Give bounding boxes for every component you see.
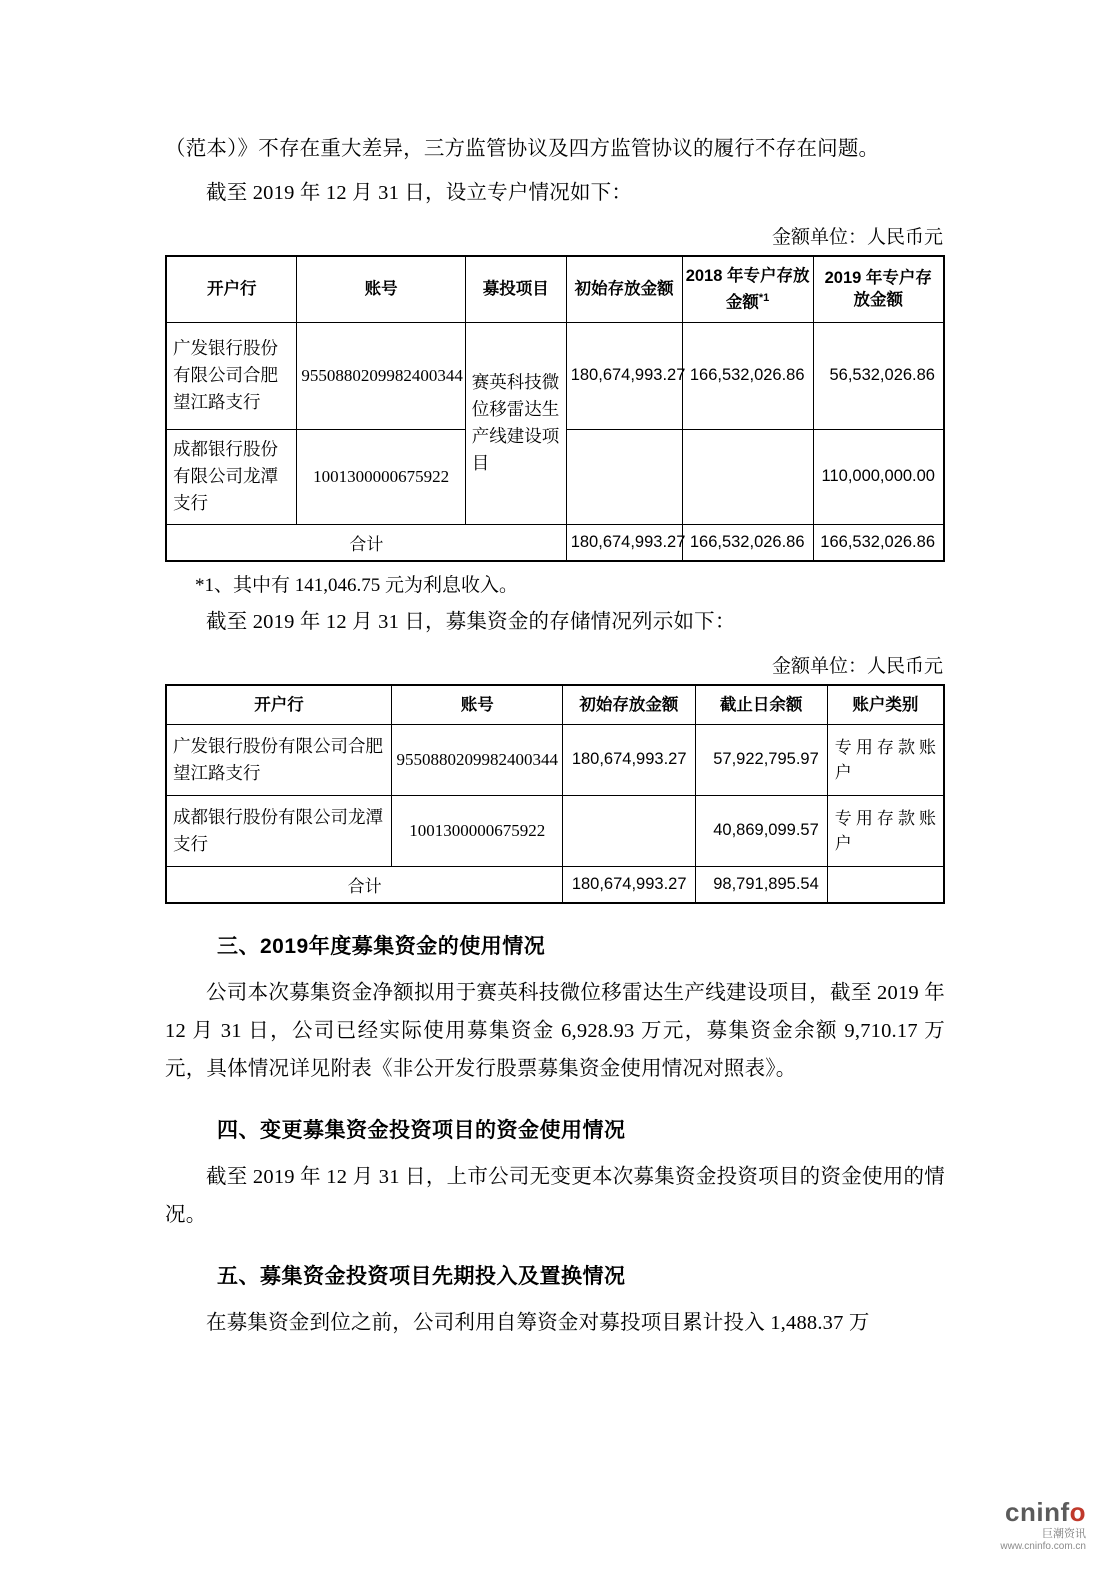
col-header-2018-amount bbox=[682, 256, 813, 322]
paragraph-no-change: 截至 2019 年 12 月 31 日，上市公司无变更本次募集资金投资项目的资金使用的情况。 bbox=[165, 1165, 945, 1226]
table1-footnote: *1、其中有 141,046.75 元为利息收入。 bbox=[195, 574, 519, 596]
cell-2018-amount bbox=[682, 429, 813, 524]
cninfo-watermark bbox=[1000, 1498, 1086, 1552]
cell-initial-amount: 180,674,993.27 bbox=[563, 724, 695, 795]
col-header-project: 募投项目 bbox=[465, 256, 566, 322]
unit-label-2: 金额单位：人民币元 bbox=[771, 655, 943, 677]
col-header-bank: 开户行 bbox=[166, 256, 297, 322]
paragraph-intro-accounts: 截至 2019 年 12 月 31 日，设立专户情况如下： bbox=[206, 182, 633, 204]
paragraph-top: （范本）》不存在重大差异，三方监管协议及四方监管协议的履行不存在问题。 bbox=[165, 138, 880, 160]
cell-initial-amount: 180,674,993.27 bbox=[566, 322, 682, 429]
unit-label-1: 金额单位：人民币元 bbox=[771, 227, 943, 248]
col-header-initial-amount: 初始存放金额 bbox=[566, 256, 682, 322]
col-header-initial-amount: 初始存放金额 bbox=[563, 685, 695, 725]
col-header-account: 账号 bbox=[297, 256, 465, 322]
col-header-account: 账号 bbox=[392, 685, 563, 725]
cell-bank: 成都银行股份有限公司龙潭支行 bbox=[166, 429, 297, 524]
section-heading-3: 三、2019年度募集资金的使用情况 bbox=[217, 934, 546, 958]
cell-account-type: 专用存款账户 bbox=[827, 724, 944, 795]
col-header-closing-balance: 截止日余额 bbox=[695, 685, 827, 725]
cninfo-brand-prefix: cninf bbox=[1005, 1496, 1070, 1527]
col-header-2019-amount: 2019 年专户存放金额 bbox=[813, 256, 944, 322]
cell-total-initial: 180,674,993.27 bbox=[566, 524, 682, 561]
cninfo-brand bbox=[1000, 1498, 1086, 1528]
cell-total-type bbox=[827, 866, 944, 903]
col-header-bank: 开户行 bbox=[166, 685, 392, 725]
section-heading-5: 五、募集资金投资项目先期投入及置换情况 bbox=[217, 1264, 626, 1288]
col-header-account-type: 账户类别 bbox=[827, 685, 944, 725]
footnote-marker: *1 bbox=[758, 292, 770, 304]
cell-total-2019: 166,532,026.86 bbox=[813, 524, 944, 561]
cell-total-2018: 166,532,026.86 bbox=[682, 524, 813, 561]
cell-2019-amount: 110,000,000.00 bbox=[813, 429, 944, 524]
section-heading-4: 四、变更募集资金投资项目的资金使用情况 bbox=[217, 1118, 626, 1142]
cell-project: 赛英科技微位移雷达生产线建设项目 bbox=[465, 322, 566, 524]
cell-bank: 成都银行股份有限公司龙潭支行 bbox=[166, 795, 392, 866]
cell-account: 1001300000675922 bbox=[392, 795, 563, 866]
cell-total-balance: 98,791,895.54 bbox=[695, 866, 827, 903]
special-accounts-table bbox=[165, 255, 945, 562]
table-row bbox=[166, 795, 944, 866]
cell-bank: 广发银行股份有限公司合肥望江路支行 bbox=[166, 322, 297, 429]
table-header-row bbox=[166, 685, 944, 725]
cell-2018-amount: 166,532,026.86 bbox=[682, 322, 813, 429]
table-row bbox=[166, 322, 944, 429]
paragraph-fund-usage: 公司本次募集资金净额拟用于赛英科技微位移雷达生产线建设项目，截至 2019 年 12 月 31 日，公司已经实际使用募集资金 6,928.93 万元，募集资金余额 9,710.17 万元，具体情况详见附表《非公开发行股票募集资金使用情况对照表》。 bbox=[165, 981, 945, 1080]
table-header-row bbox=[166, 256, 944, 322]
col-header-2018-text: 2018 年专户存放金额 bbox=[685, 267, 810, 312]
cell-total-initial: 180,674,993.27 bbox=[563, 866, 695, 903]
fund-storage-table bbox=[165, 684, 945, 904]
cninfo-url: www.cninfo.com.cn bbox=[1000, 1540, 1086, 1552]
cell-bank: 广发银行股份有限公司合肥望江路支行 bbox=[166, 724, 392, 795]
cell-total-label: 合计 bbox=[166, 524, 566, 561]
paragraph-pre-investment: 在募集资金到位之前，公司利用自筹资金对募投项目累计投入 1,488.37 万 bbox=[206, 1311, 870, 1334]
paragraph-intro-storage: 截至 2019 年 12 月 31 日，募集资金的存储情况列示如下： bbox=[206, 610, 736, 633]
cell-initial-amount bbox=[563, 795, 695, 866]
cninfo-subtitle: 巨潮资讯 bbox=[1042, 1527, 1086, 1540]
cell-total-label: 合计 bbox=[166, 866, 563, 903]
cninfo-brand-accent: o bbox=[1069, 1496, 1086, 1527]
cell-account: 9550880209982400344 bbox=[297, 322, 465, 429]
table-total-row bbox=[166, 524, 944, 561]
cell-account: 1001300000675922 bbox=[297, 429, 465, 524]
cell-closing-balance: 40,869,099.57 bbox=[695, 795, 827, 866]
table-row bbox=[166, 724, 944, 795]
cell-closing-balance: 57,922,795.97 bbox=[695, 724, 827, 795]
cell-account-type: 专用存款账户 bbox=[827, 795, 944, 866]
cell-initial-amount bbox=[566, 429, 682, 524]
table-total-row bbox=[166, 866, 944, 903]
cell-account: 9550880209982400344 bbox=[392, 724, 563, 795]
cell-2019-amount: 56,532,026.86 bbox=[813, 322, 944, 429]
